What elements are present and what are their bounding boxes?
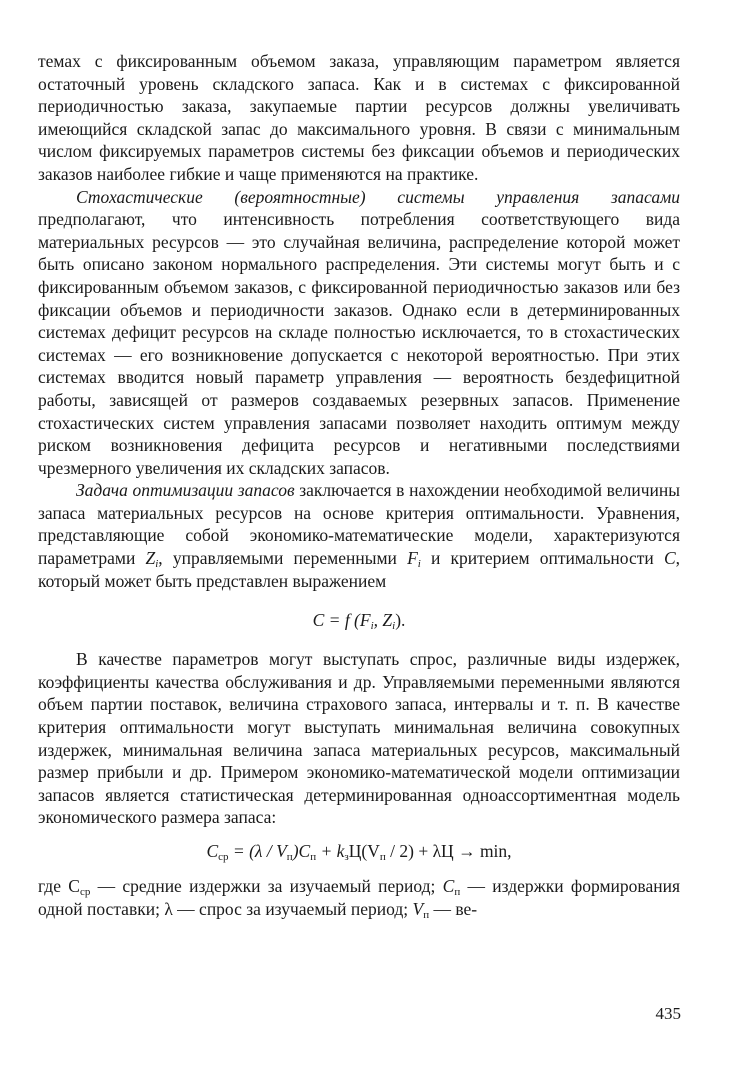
f2-rest: / 2) + λЦ → min, — [385, 841, 512, 861]
page-number: 435 — [655, 1004, 681, 1023]
f2-c-sub: ср — [218, 851, 229, 863]
paragraph-1 — [38, 50, 680, 186]
f2-plus-k: + k — [316, 841, 345, 861]
f2-v-sub: п — [286, 851, 293, 863]
formula-optimality-criterion — [38, 608, 680, 632]
term-optimization-task: Задача оптимизации запасов — [76, 480, 295, 501]
paragraph-3-text-b: , управляемыми переменными — [158, 548, 408, 569]
symbol-f: F — [407, 548, 418, 569]
p5-sub3: п — [423, 908, 430, 921]
formula-economic-order-size — [38, 839, 680, 863]
paragraph-3 — [38, 479, 680, 592]
symbol-z-sub: i — [155, 558, 159, 571]
formula1-end: ). — [395, 610, 406, 631]
f2-ts: Ц(V — [348, 841, 380, 861]
symbol-c: C — [663, 548, 676, 569]
paragraph-3-text-c: и критерием оптимальности — [420, 548, 664, 569]
f2-c2-sub: п — [310, 851, 317, 863]
symbol-z: Z — [145, 548, 156, 569]
formula1-mid: , Z — [373, 610, 393, 631]
paragraph-5 — [38, 875, 680, 920]
p5-sub2: п — [454, 886, 461, 898]
f2-v2-sub: п — [379, 851, 386, 863]
p5-b: — средние издержки за изучаемый период; — [90, 876, 443, 896]
f2-eq: = (λ / V — [228, 841, 287, 861]
p5-a: где С — [38, 876, 80, 896]
term-stochastic-systems: Стохастические (вероятностные) системы управления запасами — [76, 186, 680, 207]
paragraph-3-text-d: , который может быть представлен выражением — [38, 548, 680, 591]
f2-close: )C — [292, 841, 311, 861]
paragraph-4-text: В качестве параметров могут выступать спрос, различные виды издержек, коэффициенты качества обслуживания и др. Управляемыми переменными являются объем партии поставок, величина страхового запаса, интервалы и т. п. В качестве критерия оптимальности могут выступать минимальная величина совокупных издержек, минимальная величина запаса материальных ресурсов, максимальный размер прибыли и др. Примером экономико-математической модели оптимизации запасов является статистическая детерминированная одноассортиментная модель экономического размера запаса: — [38, 649, 680, 828]
page-body — [38, 50, 680, 920]
formula1-lhs: C = f (F — [312, 610, 371, 631]
paragraph-2 — [38, 186, 680, 480]
f2-k-sub: з — [344, 851, 349, 863]
paragraph-2-text: предполагают, что интенсивность потребления соответствующего вида материальных ресурсов — это случайная величина, распределение которой может быть описано законом нормального распределения. Эти системы могут быть и с фиксированным объемом заказов, с фиксированной периодичностью заказов или без фиксации объемов и периодичности заказов. Однако если в детерминированных системах дефицит ресурсов на складе полностью исключается, то в стохастических системах — его возникновение допускается с некоторой вероятностью. При этих системах вводится новый параметр управления — вероятность бездефицитной работы, зависящей от размеров создаваемых резервных запасов. Применение стохастических систем управления запасами позволяет находить оптимум между риском возникновения дефицита ресурсов и негативными последствиями чрезмерного увеличения их складских запасов. — [38, 209, 680, 478]
f2-c: C — [206, 841, 219, 861]
p5-sym1: С — [442, 876, 455, 896]
symbol-f-sub: i — [417, 558, 421, 571]
p5-c: — издержки формирования одной поставки; λ — спрос за изучаемый период; — [38, 876, 681, 919]
paragraph-1-text: темах с фиксированным объемом заказа, управляющим параметром является остаточный уровень складского запаса. Как и в системах с фиксированной периодичностью заказа, закупаемые партии ресурсов должны увеличивать имеющийся складской запас до максимального уровня. В связи с минимальным числом фиксируемых параметров системы без фиксации объемов и периодических заказов наиболее гибкие и чаще применяются на практике. — [38, 51, 680, 184]
paragraph-3-text-a: заключается в нахождении необходимой величины запаса материальных ресурсов на основе критерия оптимальности. Уравнения, представляющие собой экономико-математические модели, характеризуются параметрами — [38, 480, 680, 569]
formula1-sub-a: i — [370, 620, 374, 633]
paragraph-4 — [38, 648, 680, 829]
p5-sub1: ср — [79, 886, 91, 898]
formula1-sub-b: i — [392, 620, 396, 633]
p5-sym2: V — [412, 898, 424, 919]
p5-d: — ве- — [429, 898, 478, 919]
